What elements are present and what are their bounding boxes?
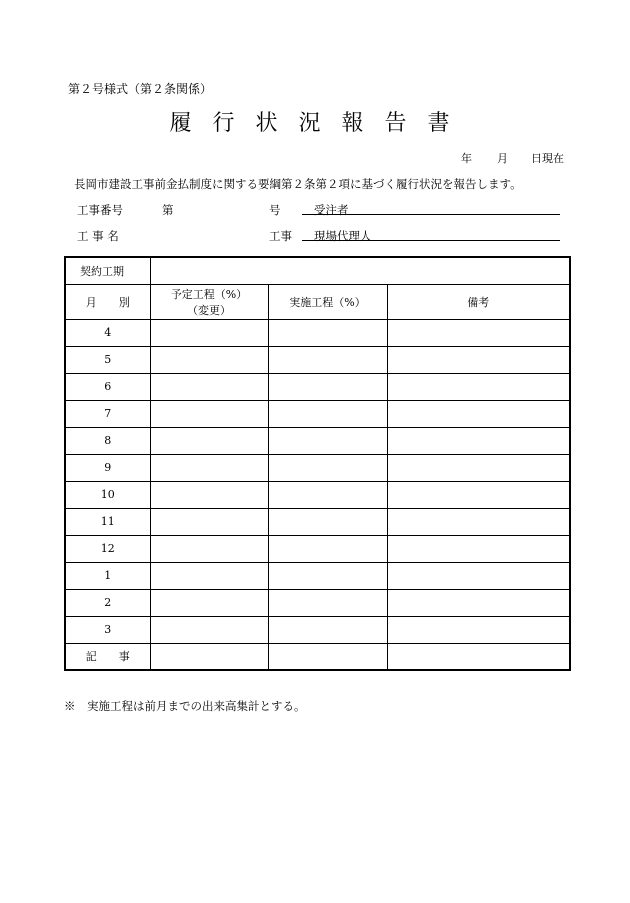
month-row xyxy=(65,616,570,643)
intro-statement: 長岡市建設工事前金払制度に関する要綱第２条第２項に基づく履行状況を報告します。 xyxy=(74,177,522,191)
contract-period-label: 契約工期 xyxy=(65,257,150,284)
notes-planned-cell[interactable] xyxy=(150,643,268,670)
remarks-cell[interactable] xyxy=(387,373,570,400)
notes-label: 記 事 xyxy=(65,643,150,670)
actual-progress-header: 実施工程（%） xyxy=(268,284,387,319)
construction-label: 工事 xyxy=(269,229,292,243)
month-row xyxy=(65,589,570,616)
remarks-cell[interactable] xyxy=(387,454,570,481)
month-row xyxy=(65,319,570,346)
planned-progress-cell[interactable] xyxy=(150,373,268,400)
actual-progress-cell[interactable] xyxy=(268,481,387,508)
month-label: 4 xyxy=(65,319,150,346)
month-label: 6 xyxy=(65,373,150,400)
planned-progress-cell[interactable] xyxy=(150,535,268,562)
month-label: 12 xyxy=(65,535,150,562)
remarks-cell[interactable] xyxy=(387,400,570,427)
form-number-label: 第２号様式（第２条関係） xyxy=(68,82,213,96)
planned-progress-header-line2: （変更） xyxy=(187,303,231,317)
contractor-field-underline[interactable] xyxy=(302,214,560,215)
planned-progress-cell[interactable] xyxy=(150,319,268,346)
remarks-cell[interactable] xyxy=(387,319,570,346)
contract-period-row xyxy=(65,257,570,284)
month-label: 5 xyxy=(65,346,150,373)
site-agent-field-underline[interactable] xyxy=(302,240,560,241)
month-row xyxy=(65,373,570,400)
planned-progress-cell[interactable] xyxy=(150,481,268,508)
remarks-cell[interactable] xyxy=(387,481,570,508)
notes-row xyxy=(65,643,570,670)
construction-number-label: 工事番号 xyxy=(77,203,123,217)
planned-progress-cell[interactable] xyxy=(150,454,268,481)
date-month: 月 xyxy=(497,152,508,165)
actual-progress-cell[interactable] xyxy=(268,427,387,454)
month-row xyxy=(65,454,570,481)
planned-progress-header xyxy=(150,284,268,319)
planned-progress-cell[interactable] xyxy=(150,616,268,643)
planned-progress-cell[interactable] xyxy=(150,589,268,616)
month-label: 2 xyxy=(65,589,150,616)
date-day-as-of: 日現在 xyxy=(531,152,564,165)
actual-progress-cell[interactable] xyxy=(268,616,387,643)
month-row xyxy=(65,346,570,373)
date-year: 年 xyxy=(461,152,472,165)
actual-progress-cell[interactable] xyxy=(268,589,387,616)
month-row xyxy=(65,427,570,454)
actual-progress-cell[interactable] xyxy=(268,400,387,427)
actual-progress-cell[interactable] xyxy=(268,508,387,535)
notes-remarks-cell[interactable] xyxy=(387,643,570,670)
month-header: 月 別 xyxy=(65,284,150,319)
planned-progress-cell[interactable] xyxy=(150,508,268,535)
planned-progress-header-line1: 予定工程（%） xyxy=(170,287,248,301)
month-row xyxy=(65,562,570,589)
construction-number-prefix: 第 xyxy=(162,203,174,217)
remarks-cell[interactable] xyxy=(387,346,570,373)
planned-progress-cell[interactable] xyxy=(150,562,268,589)
month-label: 7 xyxy=(65,400,150,427)
remarks-cell[interactable] xyxy=(387,508,570,535)
planned-progress-cell[interactable] xyxy=(150,400,268,427)
notes-actual-cell[interactable] xyxy=(268,643,387,670)
remarks-cell[interactable] xyxy=(387,427,570,454)
contractor-label: 受注者 xyxy=(314,203,349,217)
remarks-header: 備考 xyxy=(387,284,570,319)
progress-table xyxy=(64,256,571,671)
actual-progress-cell[interactable] xyxy=(268,319,387,346)
month-label: 1 xyxy=(65,562,150,589)
planned-progress-cell[interactable] xyxy=(150,346,268,373)
month-label: 3 xyxy=(65,616,150,643)
remarks-cell[interactable] xyxy=(387,589,570,616)
month-label: 9 xyxy=(65,454,150,481)
page-title: 履行状況報告書 xyxy=(169,111,471,136)
actual-progress-cell[interactable] xyxy=(268,454,387,481)
remarks-cell[interactable] xyxy=(387,616,570,643)
month-row xyxy=(65,481,570,508)
actual-progress-cell[interactable] xyxy=(268,535,387,562)
actual-progress-cell[interactable] xyxy=(268,562,387,589)
month-row xyxy=(65,535,570,562)
planned-progress-cell[interactable] xyxy=(150,427,268,454)
contract-period-cell[interactable] xyxy=(150,257,570,284)
month-label: 8 xyxy=(65,427,150,454)
month-row xyxy=(65,400,570,427)
month-label: 10 xyxy=(65,481,150,508)
actual-progress-cell[interactable] xyxy=(268,346,387,373)
month-row xyxy=(65,508,570,535)
remarks-cell[interactable] xyxy=(387,535,570,562)
construction-name-label: 工 事 名 xyxy=(77,229,119,243)
site-agent-label: 現場代理人 xyxy=(314,229,372,243)
remarks-cell[interactable] xyxy=(387,562,570,589)
month-label: 11 xyxy=(65,508,150,535)
header-row xyxy=(65,284,570,319)
footnote: ※ 実施工程は前月までの出来高集計とする。 xyxy=(64,699,306,713)
actual-progress-cell[interactable] xyxy=(268,373,387,400)
construction-number-suffix: 号 xyxy=(269,203,281,217)
